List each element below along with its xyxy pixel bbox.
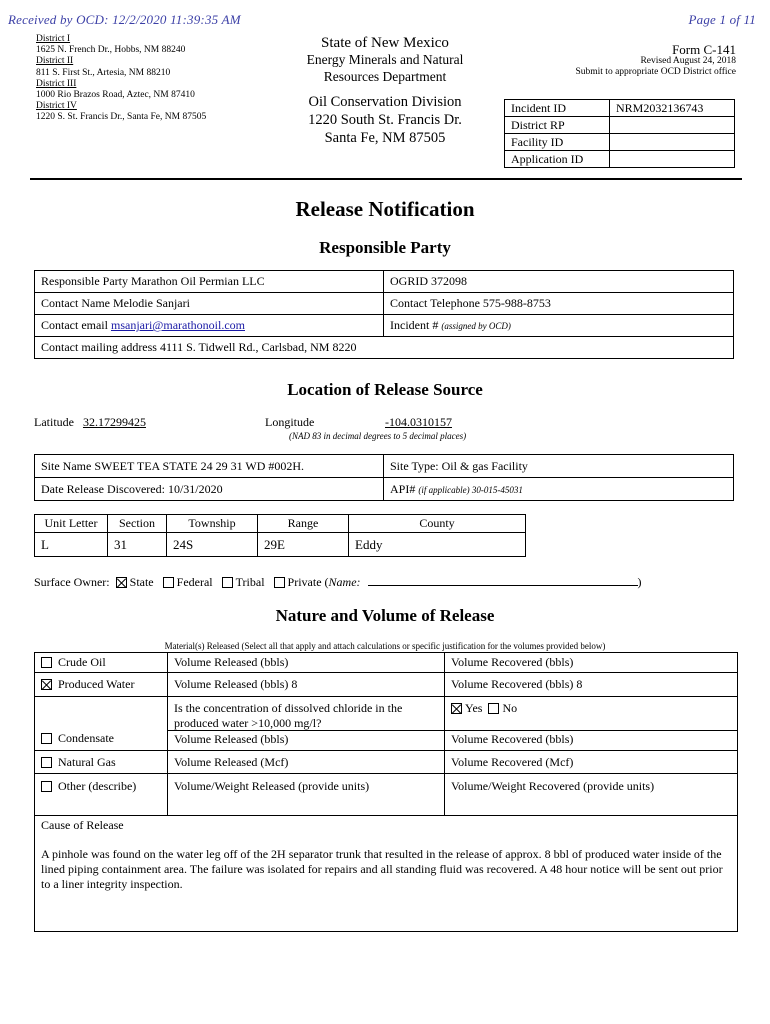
natural-gas-cell [35, 751, 168, 774]
department-line-2: Resources Department [323, 69, 447, 84]
other-cell [35, 774, 168, 816]
condensate-cell [35, 697, 168, 751]
cause-of-release-text: A pinhole was found on the water leg off of the 2H separator trunk that resulted in the release of approx. 8 bbl of produced water inside of the lined piping containment area. The failure was isolated for repairs and all standing fluid was recovered. A 48 hour notice will be sent out prior to a liner integrity inspection. [41, 847, 723, 891]
private-name-field[interactable] [368, 585, 638, 586]
private-close-paren: ) [637, 575, 642, 589]
plss-value: Eddy [349, 533, 526, 557]
condensate-checkbox[interactable] [41, 733, 52, 744]
other-checkbox[interactable] [41, 781, 52, 792]
release-table [34, 652, 738, 932]
division-name: Oil Conservation Division [308, 94, 462, 110]
page-number: Page 1 of 11 [688, 12, 756, 27]
facility-id-label: Facility ID [505, 134, 610, 151]
date-discovered-cell: Date Release Discovered: 10/31/2020 [35, 478, 384, 501]
chloride-no-label: No [502, 701, 518, 715]
condensate-released: Volume Released (bbls) [168, 730, 444, 747]
district-rp-label: District RP [505, 117, 610, 134]
contact-email-cell [35, 315, 384, 337]
other-released-cell: Volume/Weight Released (provide units) [168, 774, 445, 816]
district-address: 1000 Rio Brazos Road, Aztec, NM 87410 [36, 90, 195, 101]
longitude-value: -104.0310157 [385, 415, 452, 429]
facility-id-value [610, 134, 735, 151]
produced-water-checkbox[interactable] [41, 679, 52, 690]
api-cell [384, 478, 734, 501]
district-rp-value [610, 117, 735, 134]
nature-heading: Nature and Volume of Release [275, 606, 495, 625]
form-revised: Revised August 24, 2018 [640, 56, 736, 66]
form-number: Form C-141 [672, 42, 736, 57]
tribal-label: Tribal [235, 575, 265, 589]
federal-checkbox[interactable] [163, 577, 174, 588]
longitude-label: Longitude [265, 415, 315, 429]
chloride-yes-label: Yes [465, 701, 483, 715]
district-name: District III [36, 78, 77, 89]
chloride-yes-checkbox[interactable] [451, 703, 462, 714]
material-note: Material(s) Released (Select all that apply and attach calculations or specific justification for the volumes provided below) [164, 641, 606, 651]
division-block [290, 93, 480, 147]
latitude-value: 32.17299425 [82, 415, 146, 429]
contact-email-label: Contact email [41, 318, 108, 332]
district-address: 1625 N. French Dr., Hobbs, NM 88240 [36, 45, 186, 56]
plss-header: Range [258, 515, 349, 533]
latitude-field [34, 415, 146, 430]
private-label: Private ( [287, 575, 329, 589]
incident-number-note: (assigned by OCD) [441, 321, 511, 331]
plss-header: Township [167, 515, 258, 533]
responsible-party-heading: Responsible Party [319, 238, 451, 257]
contact-name-cell: Contact Name Melodie Sanjari [35, 293, 384, 315]
site-table [34, 454, 734, 501]
cause-of-release-label: Cause of Release [41, 818, 124, 832]
other-label: Other (describe) [58, 779, 137, 793]
form-submit-note: Submit to appropriate OCD District office [575, 67, 736, 77]
chloride-answer-cell [445, 697, 738, 751]
district-name: District II [36, 56, 74, 67]
district-address: 811 S. First St., Artesia, NM 88210 [36, 67, 171, 78]
plss-value: 31 [108, 533, 167, 557]
department-line-1: Energy Minerals and Natural [306, 52, 464, 67]
district-address: 1220 S. St. Francis Dr., Santa Fe, NM 87505 [36, 112, 207, 123]
division-address-1: 1220 South St. Francis Dr. [308, 112, 462, 128]
federal-label: Federal [176, 575, 213, 589]
produced-water-label: Produced Water [58, 677, 135, 691]
incident-id-label: Incident ID [505, 100, 610, 117]
application-id-label: Application ID [505, 151, 610, 168]
private-name-label: Name: [328, 575, 361, 589]
district-name: District I [36, 34, 71, 44]
plss-value: 24S [167, 533, 258, 557]
received-stamp: Received by OCD: 12/2/2020 11:39:35 AM [8, 12, 241, 27]
state-name: State of New Mexico [321, 35, 449, 51]
chloride-question: Is the concentration of dissolved chloride in the produced water >10,000 mg/l? [174, 701, 403, 730]
district-list [36, 34, 206, 124]
natural-gas-label: Natural Gas [58, 754, 116, 769]
nad-note: (NAD 83 in decimal degrees to 5 decimal places) [289, 431, 467, 441]
plss-value: L [35, 533, 108, 557]
gas-released-cell: Volume Released (Mcf) [168, 751, 445, 774]
api-value: (if applicable) 30-015-45031 [418, 484, 523, 495]
page-title: Release Notification [295, 197, 475, 221]
tribal-checkbox[interactable] [222, 577, 233, 588]
plss-table [34, 514, 526, 557]
plss-header: County [349, 515, 526, 533]
responsible-party-table [34, 270, 734, 359]
incident-id-value: NRM2032136743 [610, 100, 735, 117]
produced-released-cell: Volume Released (bbls) 8 [168, 673, 445, 697]
state-label: State [129, 575, 154, 589]
gas-recovered-cell: Volume Recovered (Mcf) [445, 751, 738, 774]
cause-of-release-cell [35, 816, 738, 932]
api-label: API# [390, 481, 416, 496]
crude-recovered-cell: Volume Recovered (bbls) [445, 653, 738, 673]
site-type-cell: Site Type: Oil & gas Facility [384, 455, 734, 478]
header-rule [30, 178, 742, 180]
condensate-recovered: Volume Recovered (bbls) [445, 730, 737, 747]
ogrid-cell: OGRID 372098 [384, 271, 734, 293]
application-id-value [610, 151, 735, 168]
incident-number-cell [384, 315, 734, 337]
mailing-address-cell: Contact mailing address 4111 S. Tidwell Rd., Carlsbad, NM 8220 [35, 337, 734, 359]
produced-recovered-cell: Volume Recovered (bbls) 8 [445, 673, 738, 697]
incident-number-label: Incident # [390, 318, 439, 332]
chloride-no-checkbox[interactable] [488, 703, 499, 714]
surface-owner-label: Surface Owner: [34, 575, 110, 589]
condensate-label: Condensate [58, 731, 114, 745]
incident-id-table [504, 99, 735, 168]
site-name-cell: Site Name SWEET TEA STATE 24 29 31 WD #002H. [35, 455, 384, 478]
crude-oil-label: Crude Oil [58, 655, 106, 669]
contact-phone-cell: Contact Telephone 575-988-8753 [384, 293, 734, 315]
crude-oil-cell [35, 653, 168, 673]
plss-header: Unit Letter [35, 515, 108, 533]
produced-water-cell [35, 673, 168, 697]
crude-oil-checkbox[interactable] [41, 657, 52, 668]
chloride-and-condensate-released-cell [168, 697, 445, 751]
surface-owner-row [34, 575, 642, 590]
natural-gas-checkbox[interactable] [41, 757, 52, 768]
plss-value: 29E [258, 533, 349, 557]
state-checkbox[interactable] [116, 577, 127, 588]
private-checkbox[interactable] [274, 577, 285, 588]
latitude-label: Latitude [34, 415, 74, 429]
division-address-2: Santa Fe, NM 87505 [324, 130, 446, 146]
contact-email-link[interactable]: msanjari@marathonoil.com [110, 318, 245, 332]
responsible-party-cell: Responsible Party Marathon Oil Permian LLC [35, 271, 384, 293]
chloride-answer [451, 701, 731, 730]
location-heading: Location of Release Source [287, 380, 483, 399]
other-recovered-cell: Volume/Weight Recovered (provide units) [445, 774, 738, 816]
crude-released-cell: Volume Released (bbls) [168, 653, 445, 673]
district-name: District IV [36, 101, 77, 112]
plss-header: Section [108, 515, 167, 533]
